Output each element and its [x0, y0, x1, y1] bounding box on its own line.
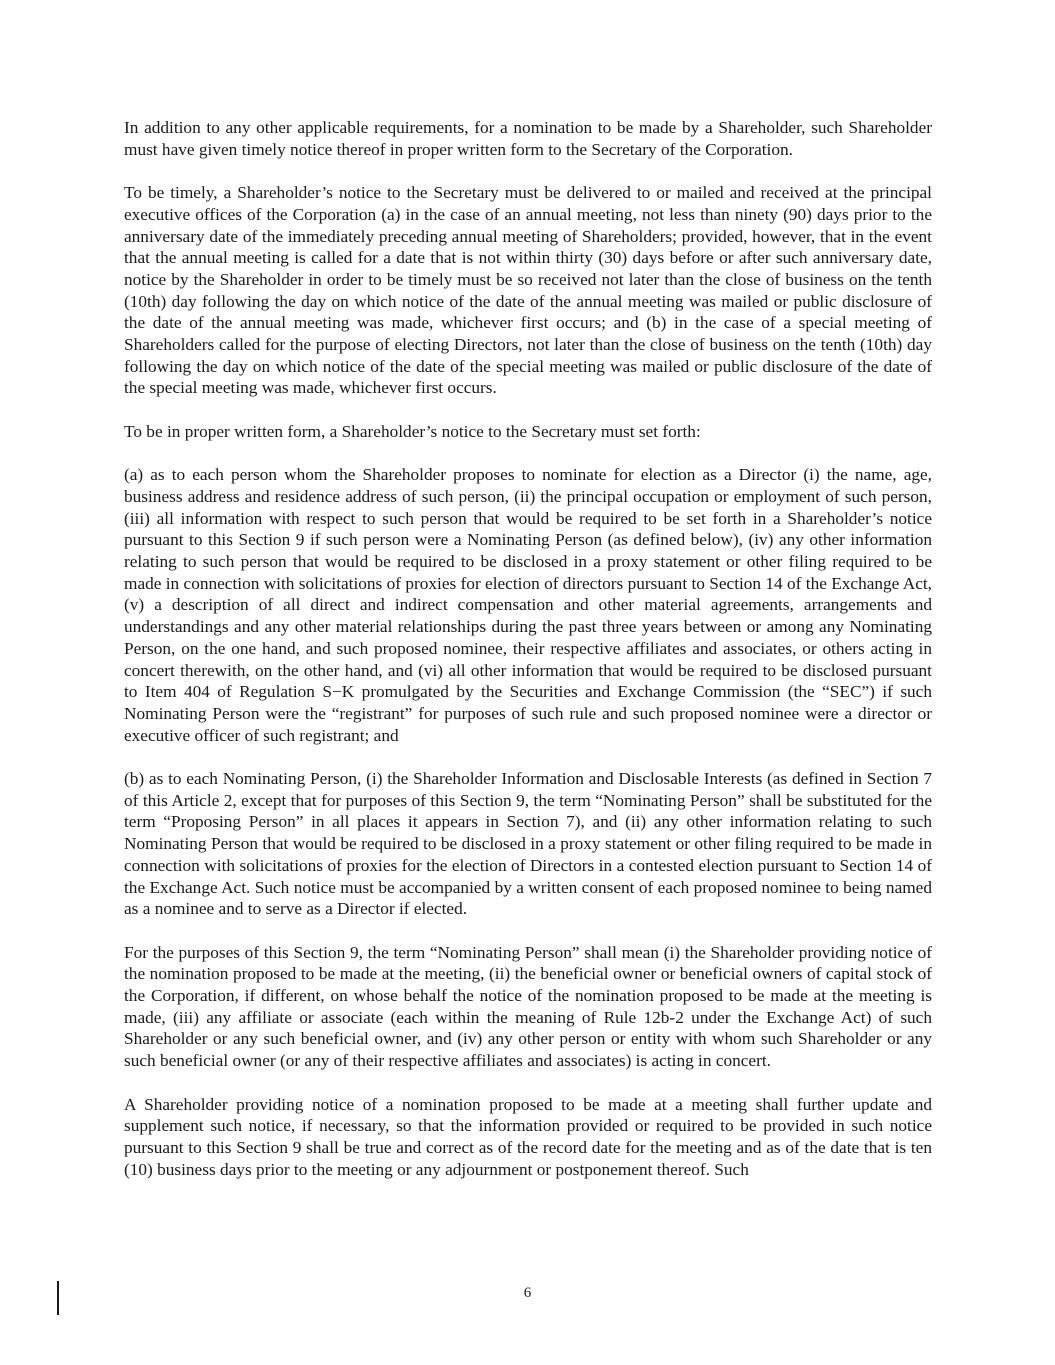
paragraph-timeliness: To be timely, a Shareholder’s notice to the Secretary must be delivered to or mailed and received at the principal executive offices of the Corporation (a) in the case of an annual meeting, not less than ninety (90) days prior to the anniversary date of the immediately preceding annual meeting of Shareholders; provided, however, that in the event that the annual meeting is called for a date that is not within thirty (30) days before or after such anniversary date, notice by the Shareholder in order to be timely must be so received not later than the close of business on the tenth (10th) day following the day on which notice of the date of the annual meeting was mailed or public disclosure of the date of the annual meeting was made, whichever first occurs; and (b) in the case of a special meeting of Shareholders called for the purpose of electing Directors, not later than the close of business on the tenth (10th) day following the day on which notice of the date of the special meeting was mailed or public disclosure of the date of the special meeting was made, whichever first occurs.	[124, 183, 932, 398]
document-body	[124, 117, 932, 1202]
page-number: 6	[523, 1285, 532, 1301]
paragraph-item-a: (a) as to each person whom the Shareholder proposes to nominate for election as a Director (i) the name, age, business address and residence address of such person, (ii) the principal occupation or employment of such person, (iii) all information with respect to such person that would be required to be set forth in a Shareholder’s notice pursuant to this Section 9 if such person were a Nominating Person (as defined below), (iv) any other information relating to such person that would be required to be disclosed in a proxy statement or other filing required to be made in connection with solicitations of proxies for election of directors pursuant to Section 14 of the Exchange Act, (v) a description of all direct and indirect compensation and other material agreements, arrangements and understandings and any other material relationships during the past three years between or among any Nominating Person, on the one hand, and such proposed nominee, their respective affiliates and associates, or others acting in concert therewith, on the other hand, and (vi) all other information that would be required to be disclosed pursuant to Item 404 of Regulation S−K promulgated by the Securities and Exchange Commission (the “SEC”) if such Nominating Person were the “registrant” for purposes of such rule and such proposed nominee were a director or executive officer of such registrant; and	[124, 465, 932, 745]
paragraph-update-supplement: A Shareholder providing notice of a nomination proposed to be made at a meeting shall further update and supplement such notice, if necessary, so that the information provided or required to be provided in such notice pursuant to this Section 9 shall be true and correct as of the record date for the meeting and as of the date that is ten (10) business days prior to the meeting or any adjournment or postponement thereof. Such	[124, 1094, 932, 1179]
paragraph-item-b: (b) as to each Nominating Person, (i) the Shareholder Information and Disclosable Interests (as defined in Section 7 of this Article 2, except that for purposes of this Section 9, the term “Nominating Person” shall be substituted for the term “Proposing Person” in all places it appears in Section 7), and (ii) any other information relating to such Nominating Person that would be required to be disclosed in a proxy statement or other filing required to be made in connection with solicitations of proxies for the election of Directors in a contested election pursuant to Section 14 of the Exchange Act. Such notice must be accompanied by a written consent of each proposed nominee to being named as a nominee and to serve as a Director if elected.	[124, 769, 932, 919]
paragraph-proper-written-form: To be in proper written form, a Shareholder’s notice to the Secretary must set forth:	[124, 421, 701, 441]
paragraph-nominating-person-definition: For the purposes of this Section 9, the term “Nominating Person” shall mean (i) the Shareholder providing notice of the nomination proposed to be made at the meeting, (ii) the beneficial owner or beneficial owners of capital stock of the Corporation, if different, on whose behalf the notice of the nomination proposed to be made at the meeting is made, (iii) any affiliate or associate (each within the meaning of Rule 12b-2 under the Exchange Act) of such Shareholder or any such beneficial owner, and (iv) any other person or entity with whom such Shareholder or any such beneficial owner (or any of their respective affiliates and associates) is acting in concert.	[124, 942, 932, 1071]
paragraph-timely-notice-requirement: In addition to any other applicable requirements, for a nomination to be made by a Shareholder, such Shareholder must have given timely notice thereof in proper written form to the Secretary of the Corporation.	[124, 118, 932, 159]
